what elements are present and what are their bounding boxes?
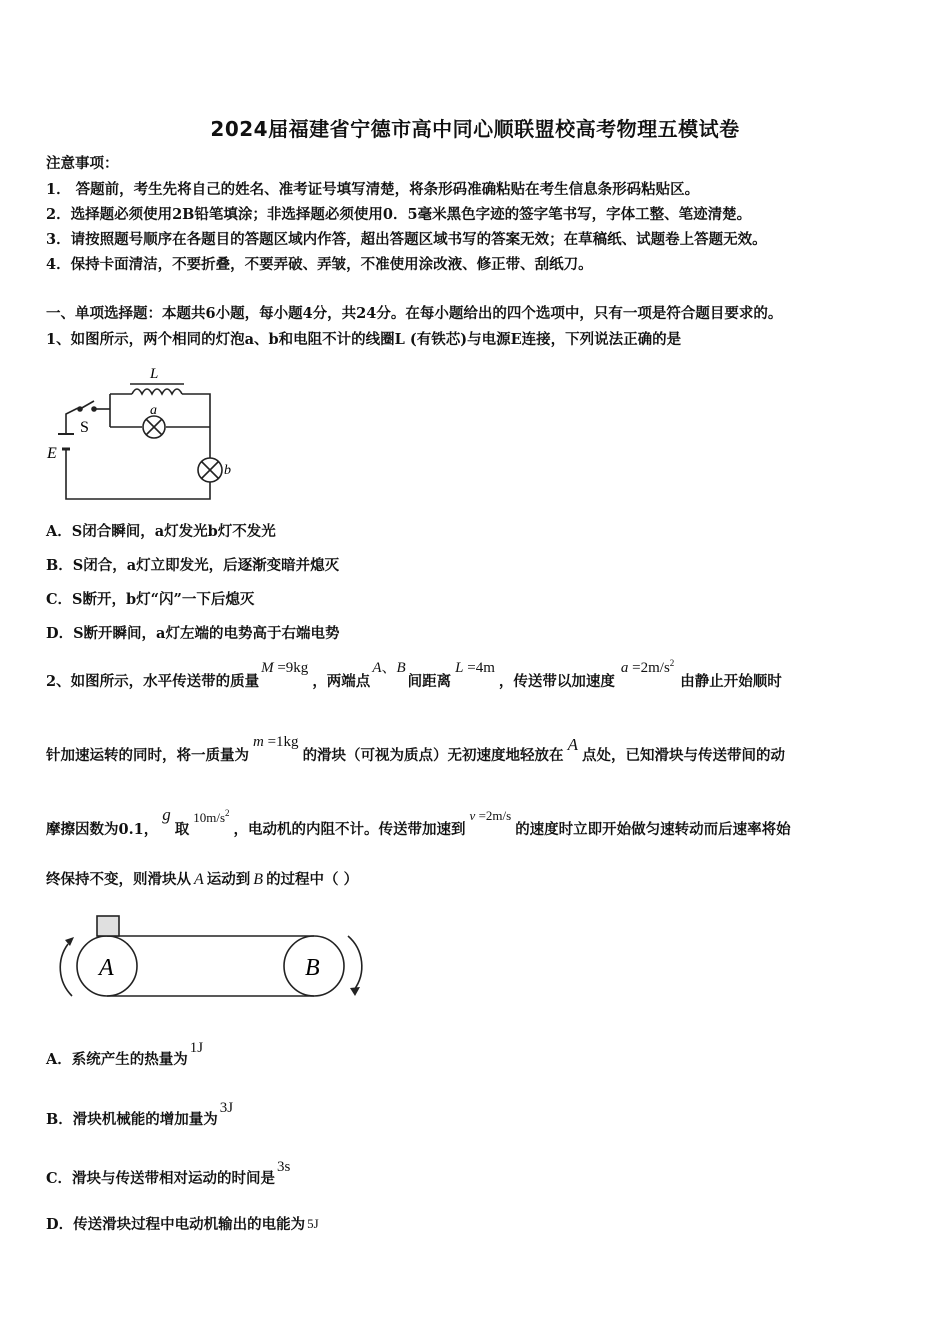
q2-line-3: 摩擦因数为0.1，g取$10m/s^2$，电动机的内阻不计。传送带加速到v =2m/s的速度时立即开始做匀速转动而后速率将始	[46, 805, 791, 838]
q2-option-c: C．滑块与传送带相对运动的时间是3s	[46, 1159, 291, 1187]
note-item-4: 4．保持卡面清洁，不要折叠，不要弄破、弄皱，不准使用涂改液、修正带、刮纸刀。	[46, 256, 593, 273]
q2-formula-to: B	[253, 871, 264, 888]
note-item-1: 1． 答题前，考生先将自己的姓名、准考证号填写清楚，将条形码准确粘贴在考生信息条形码粘贴区。	[46, 181, 700, 198]
page-title: 2024届福建省宁德市高中同心顺联盟校高考物理五模试卷	[210, 117, 740, 141]
switch-label: S	[80, 419, 89, 436]
rotation-arrow-icon	[350, 987, 360, 996]
q2-formula-g: g	[162, 805, 171, 824]
q2-option-d: D．传送滑块过程中电动机输出的电能为 5J	[46, 1216, 319, 1233]
rotation-arrow-icon	[65, 937, 74, 946]
lamp-b-label: b	[224, 463, 231, 478]
q2-formula-point-a: A	[567, 735, 578, 754]
notes-heading: 注意事项：	[46, 155, 119, 172]
q2-formula-g-value: $10m/s^2$	[193, 808, 230, 825]
source-label: E	[47, 445, 57, 462]
q2-option-a: A．系统产生的热量为1J	[46, 1040, 204, 1068]
q2-formula-points: A、B	[372, 660, 406, 676]
q1-option-d: D．S断开瞬间，a灯左端的电势高于右端电势	[46, 625, 340, 642]
q2-formula-velocity: v =2m/s	[469, 808, 512, 823]
q2-line-4: 终保持不变，则滑块从 A 运动到 B 的过程中（ ）	[46, 871, 359, 888]
q2-conveyor-figure	[50, 910, 380, 1010]
q1-option-c: C．S断开，b灯“闪”一下后熄灭	[46, 591, 255, 608]
note-item-2: 2．选择题必须使用2B铅笔填涂；非选择题必须使用0．5毫米黑色字迹的签字笔书写，字体工整、笔迹清楚。	[46, 206, 752, 223]
q2-formula-accel: $a =2m/s^2$	[620, 658, 675, 676]
pulley-b-label: B	[305, 955, 320, 981]
q1-option-b: B．S闭合，a灯立即发光，后逐渐变暗并熄灭	[46, 557, 340, 574]
q2-formula-length: L =4m	[455, 660, 495, 676]
q2-formula-block-mass: m =1kg	[253, 734, 299, 750]
q1-stem: 1、如图所示，两个相同的灯泡a、b和电阻不计的线圈L (有铁芯)与电源E连接，下列说法正确的是	[46, 331, 682, 348]
lamp-a-label: a	[150, 403, 157, 418]
q2-line-1: 2、如图所示，水平传送带的质量M =9kg，两端点A、B间距离L =4m，传送带以加速度$a =2m/s^2$由静止开始顺时	[46, 658, 782, 690]
note-item-3: 3．请按照题号顺序在各题目的答题区域内作答，超出答题区域书写的答案无效；在草稿纸、试题卷上答题无效。	[46, 231, 767, 248]
pulley-a-label: A	[99, 955, 114, 981]
q2-text: 2、如图所示，水平传送带的质量	[46, 673, 260, 690]
q1-option-a: A．S闭合瞬间，a灯发光b灯不发光	[46, 523, 276, 540]
q1-circuit-figure	[44, 354, 244, 504]
q2-option-b: B．滑块机械能的增加量为3J	[46, 1100, 234, 1128]
q2-formula-from: A	[194, 871, 204, 888]
inductor-label: L	[150, 366, 159, 382]
q2-line-2: 针加速运转的同时，将一质量为m =1kg的滑块（可视为质点）无初速度地轻放在A点处，已知滑块与传送带间的动	[46, 734, 785, 764]
q2-formula-mass: M =9kg	[261, 660, 309, 676]
section-heading: 一、单项选择题：本题共6小题，每小题4分，共24分。在每小题给出的四个选项中，只有一项是符合题目要求的。	[46, 305, 783, 322]
